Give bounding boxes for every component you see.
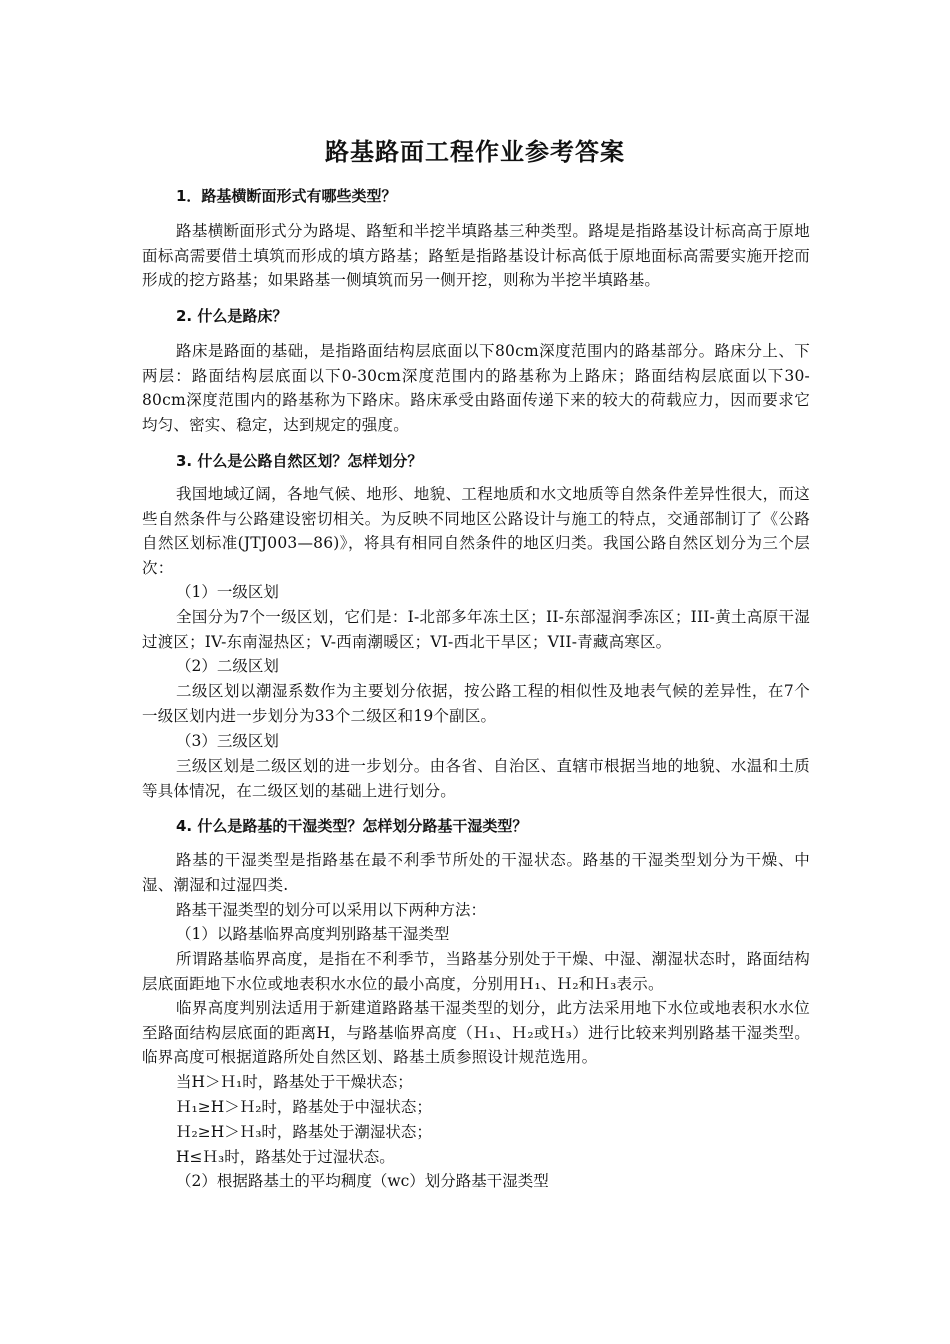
question-3-intro: 我国地域辽阔，各地气候、地形、地貌、工程地质和水文地质等自然条件差异性很大，而这些自然条件与公路建设密切相关。为反映不同地区公路设计与施工的特点，交通部制订了《公路自然区划标准(JTJ003—86)》，将具有相同自然条件的地区归类。我国公路自然区划分为三个层次：: [142, 485, 810, 577]
level-1-label: （1）一级区划: [176, 583, 279, 601]
method-2-label: （2）根据路基土的平均稠度（wc）划分路基干湿类型: [176, 1172, 549, 1190]
level-1-text: 全国分为7个一级区划，它们是：I-北部多年冻土区；II-东部湿润季冻区；III-黄土高原干湿过渡区；IV-东南湿热区；V-西南潮暖区；VI-西北干旱区；VII-青藏高寒区。: [142, 608, 810, 651]
method-intro: 路基干湿类型的划分可以采用以下两种方法：: [176, 901, 487, 919]
condition-over-wet: H≤Ｈ₃时，路基处于过湿状态。: [176, 1148, 395, 1166]
level-3-label: （3）三级区划: [176, 732, 279, 750]
question-3-heading: 3. 什么是公路自然区划？怎样划分？: [176, 452, 423, 470]
question-1-heading: 1．路基横断面形式有哪些类型？: [176, 187, 397, 205]
question-2-heading: 2. 什么是路床？: [176, 307, 288, 325]
document-title: 路基路面工程作业参考答案: [325, 138, 625, 166]
critical-height-definition: 所谓路基临界高度，是指在不利季节，当路基分别处于干燥、中湿、潮湿状态时，路面结构层底面距地下水位或地表积水水位的最小高度，分别用Ｈ₁、Ｈ₂和Ｈ₃表示。: [142, 950, 810, 993]
question-4-intro: 路基的干湿类型是指路基在最不利季节所处的干湿状态。路基的干湿类型划分为干燥、中湿、潮湿和过湿四类.: [142, 851, 810, 894]
question-2-answer: 路床是路面的基础，是指路面结构层底面以下80cm深度范围内的路基部分。路床分上、下两层：路面结构层底面以下0-30cm深度范围内的路基称为上路床；路面结构层底面以下30-80cm深度范围内的路基称为下路床。路床承受由路面传递下来的较大的荷载应力，因而要求它均匀、密实、稳定，达到规定的强度。: [142, 342, 810, 434]
method-1-label: （1）以路基临界高度判别路基干湿类型: [176, 925, 450, 943]
condition-dry: 当H＞Ｈ₁时，路基处于干燥状态；: [176, 1073, 413, 1091]
level-2-text: 二级区划以潮湿系数作为主要划分依据，按公路工程的相似性及地表气候的差异性，在7个一级区划内进一步划分为33个二级区和19个副区。: [142, 682, 810, 725]
level-2-label: （2）二级区划: [176, 657, 279, 675]
condition-medium-wet: Ｈ₁≥H＞Ｈ₂时，路基处于中湿状态；: [176, 1098, 432, 1116]
condition-wet: Ｈ₂≥H＞Ｈ₃时，路基处于潮湿状态；: [176, 1123, 432, 1141]
question-1-answer: 路基横断面形式分为路堤、路堑和半挖半填路基三种类型。路堤是指路基设计标高高于原地面标高需要借土填筑而形成的填方路基；路堑是指路基设计标高低于原地面标高需要实施开挖而形成的挖方路基；如果路基一侧填筑而另一侧开挖，则称为半挖半填路基。: [142, 222, 810, 289]
level-3-text: 三级区划是二级区划的进一步划分。由各省、自治区、直辖市根据当地的地貌、水温和土质等具体情况，在二级区划的基础上进行划分。: [142, 757, 810, 800]
critical-height-method: 临界高度判别法适用于新建道路路基干湿类型的划分，此方法采用地下水位或地表积水水位至路面结构层底面的距离H，与路基临界高度（Ｈ₁、Ｈ₂或Ｈ₃）进行比较来判别路基干湿类型。临界高度可根据道路所处自然区划、路基土质参照设计规范选用。: [142, 999, 810, 1066]
question-4-heading: 4. 什么是路基的干湿类型？怎样划分路基干湿类型？: [176, 817, 528, 835]
